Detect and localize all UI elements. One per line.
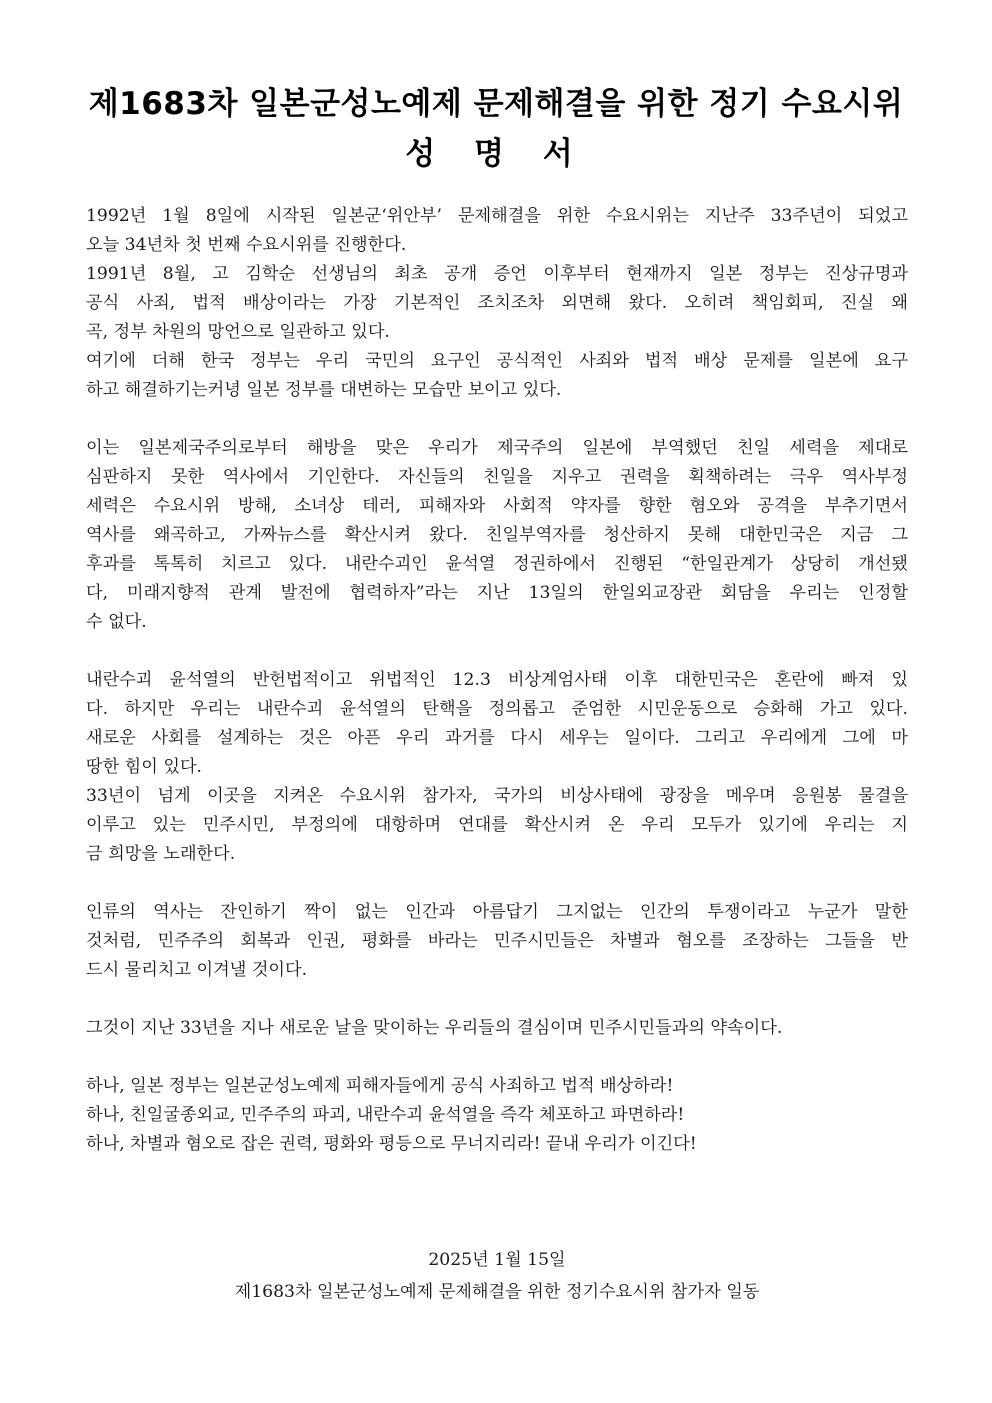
paragraph	[86, 434, 908, 637]
resolution-item: 하나, 친일굴종외교, 민주주의 파괴, 내란수괴 윤석열을 즉각 체포하고 파면하라!	[86, 1105, 685, 1125]
text-line: 그것이 지난 33년을 지나 새로운 날을 맞이하는 우리들의 결심이며 민주시민들과의 약속이다.	[86, 1018, 783, 1038]
paragraph	[86, 202, 908, 260]
paragraph	[86, 260, 908, 347]
text-line: 수 없다.	[86, 612, 147, 632]
text-line: 이는 일본제국주의로부터 해방을 맞은 우리가 제국주의 일본에 부역했던 친일 세력을 제대로	[86, 438, 908, 458]
text-line: 하고 해결하기는커녕 일본 정부를 대변하는 모습만 보이고 있다.	[86, 380, 562, 400]
text-line: 금 희망을 노래한다.	[86, 844, 236, 864]
text-line: 드시 물리치고 이겨낼 것이다.	[86, 960, 308, 980]
text-line: 이루고 있는 민주시민, 부정의에 대항하며 연대를 확산시켜 온 우리 모두가 있기에 우리는 지	[86, 815, 908, 835]
text-line: 여기에 더해 한국 정부는 우리 국민의 요구인 공식적인 사죄와 법적 배상 문제를 일본에 요구	[86, 351, 908, 371]
resolution-list	[86, 1072, 908, 1159]
text-line: 세력은 수요시위 방해, 소녀상 테러, 피해자와 사회적 약자를 향한 혐오와 공격을 부추기면서	[86, 496, 908, 516]
text-line: 땅한 힘이 있다.	[86, 757, 203, 777]
paragraph	[86, 666, 908, 782]
paragraph	[86, 347, 908, 405]
paragraph	[86, 1014, 908, 1043]
signatory: 제1683차 일본군성노예제 문제해결을 위한 정기수요시위 참가자 일동	[234, 1282, 760, 1302]
text-line: 다, 미래지향적 관계 발전에 협력하자”라는 지난 13일의 한일외교장관 회담을 우리는 인정할	[86, 583, 908, 603]
text-line: 33년이 넘게 이곳을 지켜온 수요시위 참가자, 국가의 비상사태에 광장을 메우며 응원봉 물결을	[86, 786, 908, 806]
text-line: 공식 사죄, 법적 배상이라는 가장 기본적인 조치조차 외면해 왔다. 오히려 책임회피, 진실 왜	[86, 293, 908, 313]
text-line: 곡, 정부 차원의 망언으로 일관하고 있다.	[86, 322, 390, 342]
statement-body	[86, 202, 908, 1188]
statement-date: 2025년 1월 15일	[428, 1250, 566, 1270]
resolution-item: 하나, 차별과 혐오로 잡은 권력, 평화와 평등으로 무너지리라! 끝내 우리가 이긴다!	[86, 1134, 697, 1154]
document-title: 제1683차 일본군성노예제 문제해결을 위한 정기 수요시위	[88, 86, 904, 122]
text-line: 1992년 1월 8일에 시작된 일본군‘위안부’ 문제해결을 위한 수요시위는 지난주 33주년이 되었고	[86, 206, 908, 226]
text-line: 것처럼, 민주주의 회복과 인권, 평화를 바라는 민주시민들은 차별과 혐오를 조장하는 그들을 반	[86, 931, 908, 951]
text-line: 후과를 톡톡히 치르고 있다. 내란수괴인 윤석열 정권하에서 진행된 “한일관계가 상당히 개선됐	[86, 554, 908, 574]
paragraph	[86, 782, 908, 869]
resolution-item: 하나, 일본 정부는 일본군성노예제 피해자들에게 공식 사죄하고 법적 배상하라!	[86, 1076, 674, 1096]
text-line: 심판하지 못한 역사에서 기인한다. 자신들의 친일을 지우고 권력을 획책하려는 극우 역사부정	[86, 467, 908, 487]
paragraph	[86, 898, 908, 985]
text-line: 인류의 역사는 잔인하기 짝이 없는 인간과 아름답기 그지없는 인간의 투쟁이라고 누군가 말한	[86, 902, 908, 922]
text-line: 다. 하지만 우리는 내란수괴 윤석열의 탄핵을 정의롭고 준엄한 시민운동으로 승화해 가고 있다.	[86, 699, 908, 719]
text-line: 역사를 왜곡하고, 가짜뉴스를 확산시켜 왔다. 친일부역자를 청산하지 못해 대한민국은 지금 그	[86, 525, 908, 545]
text-line: 오늘 34년차 첫 번째 수요시위를 진행한다.	[86, 235, 407, 255]
text-line: 1991년 8월, 고 김학순 선생님의 최초 공개 증언 이후부터 현재까지 일본 정부는 진상규명과	[86, 264, 908, 284]
text-line: 내란수괴 윤석열의 반헌법적이고 위법적인 12.3 비상계엄사태 이후 대한민국은 혼란에 빠져 있	[86, 670, 908, 690]
document-subtitle: 성 명 서	[405, 136, 587, 172]
text-line: 새로운 사회를 설계하는 것은 아픈 우리 과거를 다시 세우는 일이다. 그리고 우리에게 그에 마	[86, 728, 908, 748]
